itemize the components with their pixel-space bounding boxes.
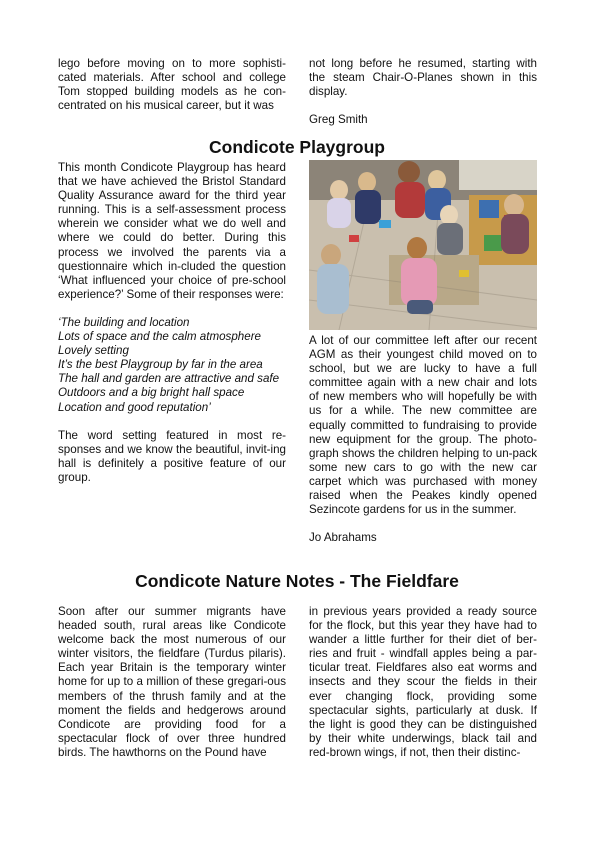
quote-item: Outdoors and a big bright hall space	[58, 386, 245, 400]
intro-right-text: not long before he resumed, starting with the steam Chair-O-Planes shown in this display.	[309, 57, 537, 99]
children-photo-illustration	[309, 160, 537, 330]
intro-left-column	[58, 57, 286, 113]
quote-item: Lots of space and the calm atmosphere	[58, 330, 262, 344]
nature-right-column	[309, 605, 537, 760]
playgroup-right-column	[309, 334, 537, 545]
playgroup-photo	[309, 160, 537, 330]
nature-right-text: in previous years provided a ready source for the flock, but this year they have had to wander a little further for their diet of ber-ries and fruit - windfall apples being a par-ticular treat. Fieldfares also eat worms and insects and they scour the fields in their ever changing flock, providing some spectacular sights, particularly at dusk. If the light is good they can be distinguished by their white underwings, black tail and red-brown wings, if not, then their distinc-	[309, 605, 537, 759]
nature-left-column	[58, 605, 286, 760]
quote-item: The hall and garden are attractive and safe	[58, 372, 280, 386]
playgroup-signature: Jo Abrahams	[309, 531, 377, 545]
intro-signature: Greg Smith	[309, 113, 368, 127]
intro-right-column	[309, 57, 537, 127]
quote-item: Lovely setting	[58, 344, 129, 358]
playgroup-para2: The word setting featured in most re-sponses and we know the beautiful, invit-ing hall is definitely a positive feature of our group.	[58, 428, 286, 484]
playgroup-heading: Condicote Playgroup	[209, 137, 385, 157]
nature-notes-heading: Condicote Nature Notes - The Fieldfare	[135, 571, 459, 591]
playgroup-right-text: A lot of our committee left after our recent AGM as their youngest child moved on to school, but we are lucky to have a full committee again with a new chair and lots of new members who will hopefully be with us for a while. The new committee are equally committed to fundraising to provide new equipment for the group. The photo-graph shows the children helping to un-pack some new cars to go with the new car carpet which was purchased with money raised when the Peakes kindly opened Sezincote gardens for us in the summer.	[309, 334, 537, 517]
nature-left-text: Soon after our summer migrants have headed south, rural areas like Condicote welcome back the most numerous of our winter visitors, the fieldfare (Turdus pilaris). Each year Britain is the temporary winter home for up to a million of these gregari-ous members of the thrush family and at the moment the fields and hedgerows around Condicote are providing food for a spectacular flock of over three hundred birds. The hawthorns on the Pound have	[58, 605, 286, 759]
playgroup-left-column	[58, 161, 286, 485]
quotes-list	[58, 316, 286, 415]
quote-item: Location and good reputation’	[58, 400, 211, 414]
quote-item: ‘The building and location	[58, 315, 190, 329]
intro-left-text: lego before moving on to more sophisti-cated materials. After school and college Tom stopped building models as he con-centrated on his musical career, but it was	[58, 57, 286, 113]
quote-item: It’s the best Playgroup by far in the area	[58, 358, 263, 372]
playgroup-para1: This month Condicote Playgroup has heard that we have achieved the Bristol Standard Quality Assurance award for the third year running. This is a self-assessment process wherein we consider what we do well and where we could do better. During this process we involved the parents via a questionnaire which in-cluded the question ‘What influenced your choice of pre-school experience?’ Some of their responses were:	[58, 161, 286, 301]
